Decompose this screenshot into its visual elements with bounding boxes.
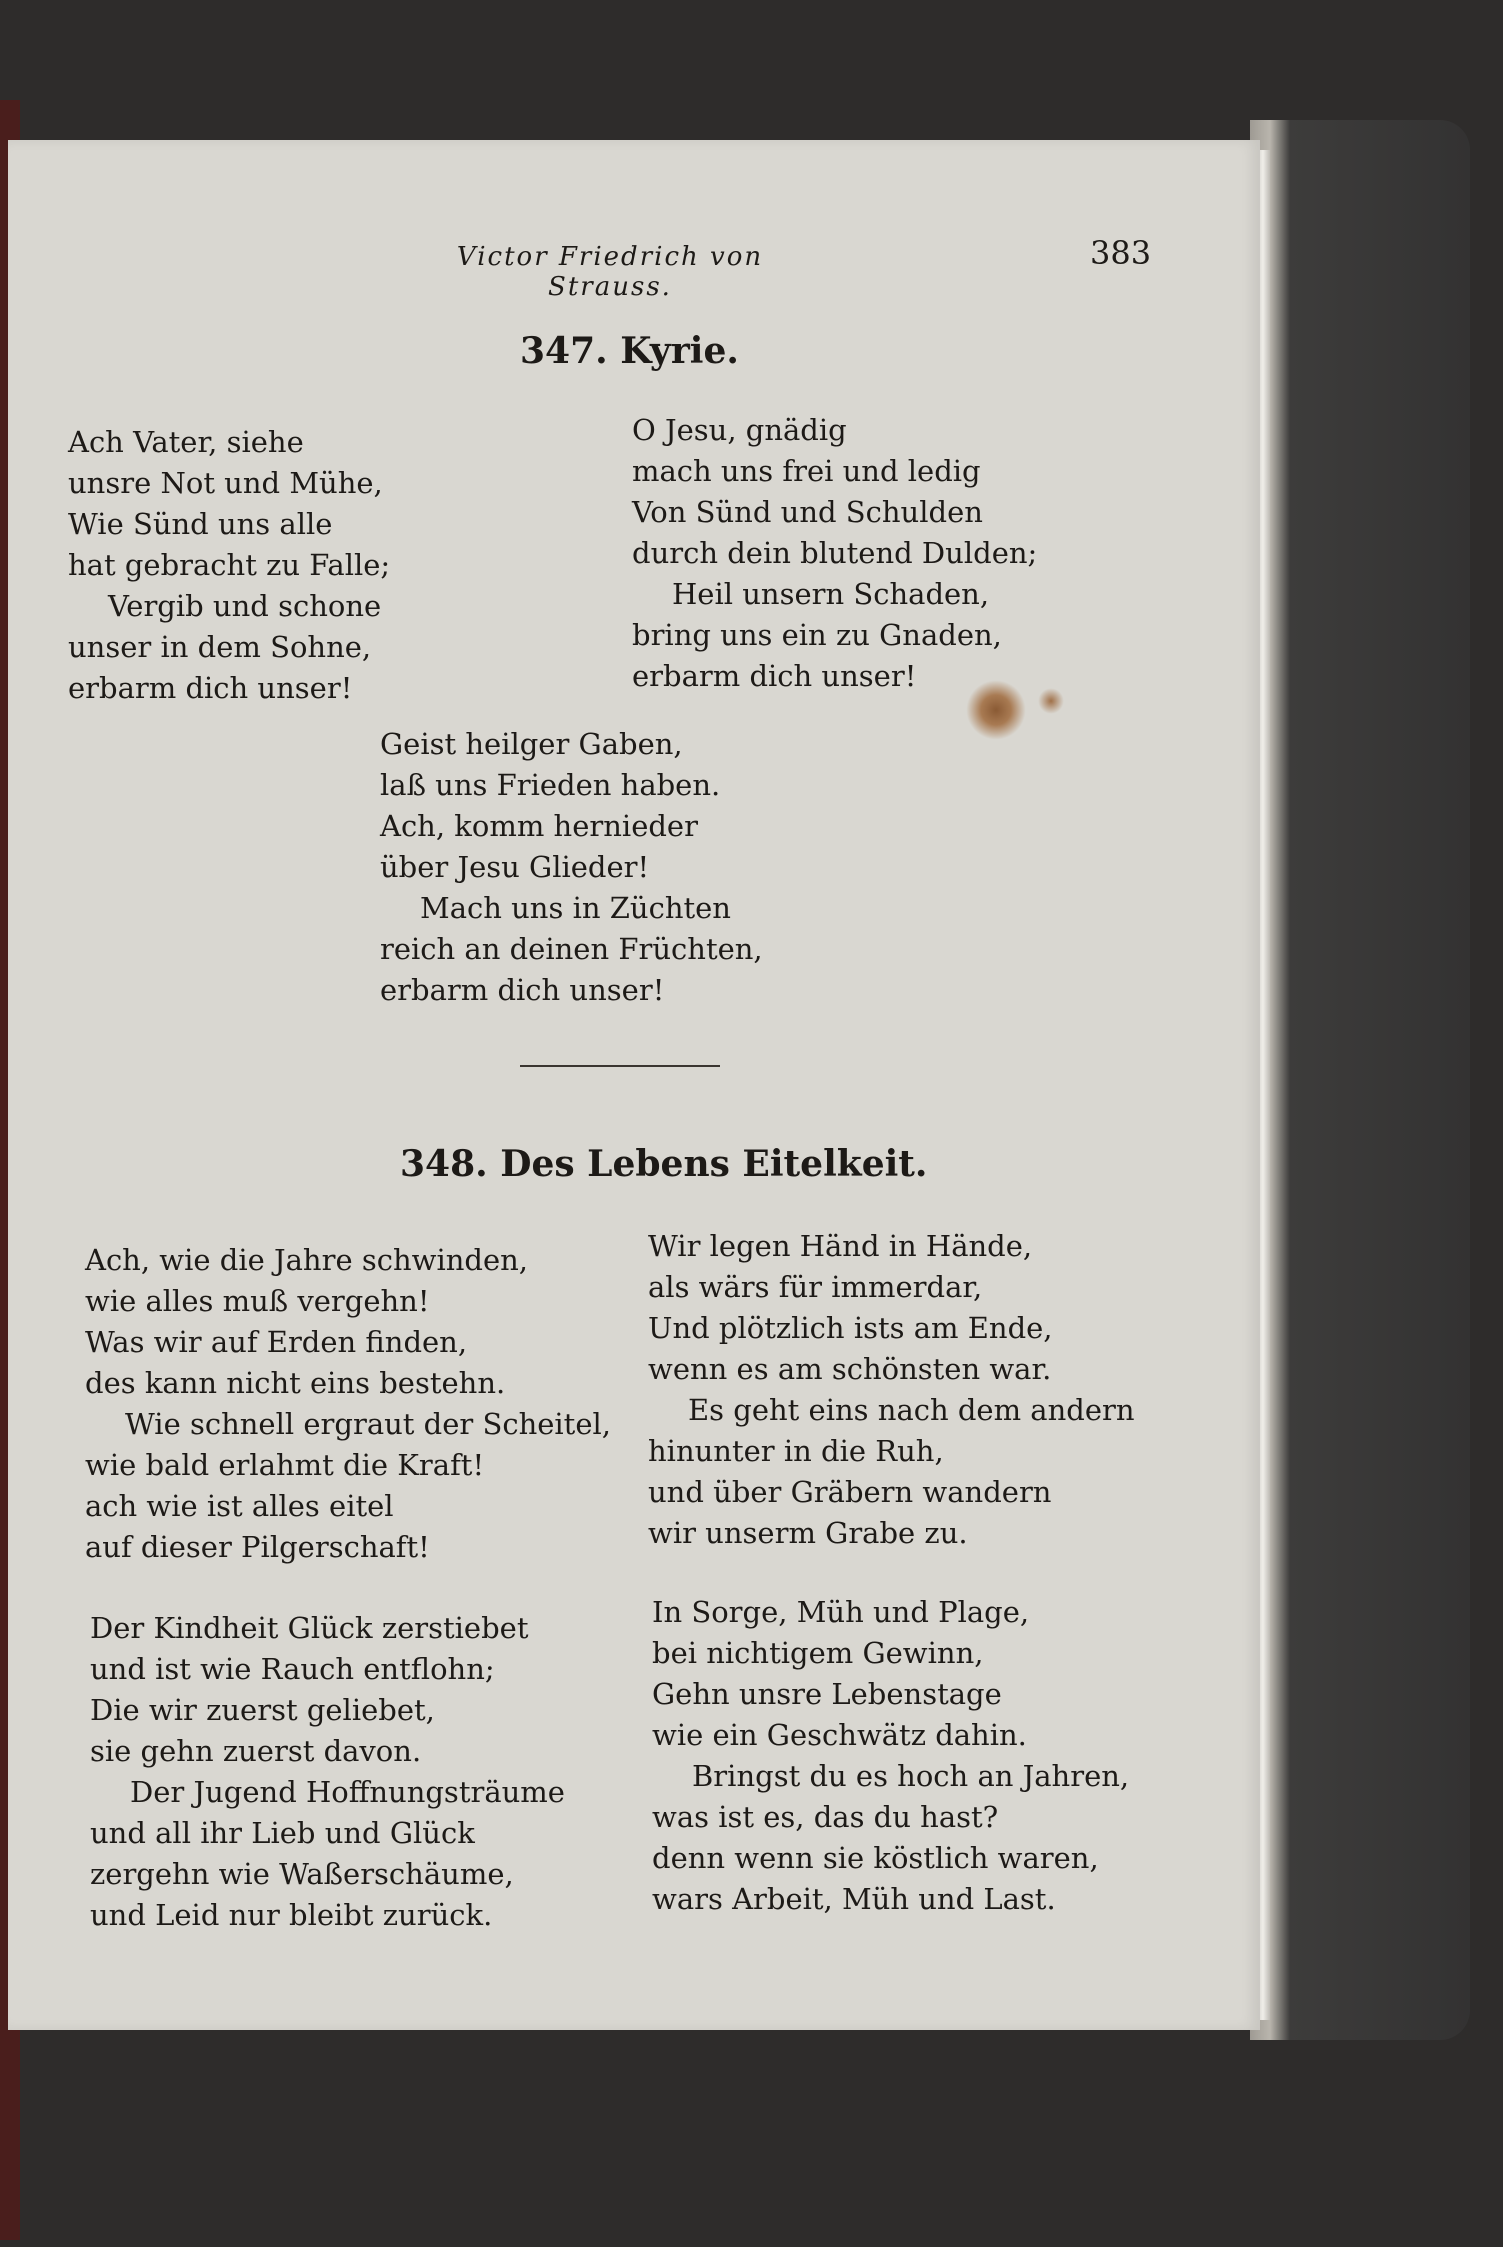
verse-line: hat gebracht zu Falle; — [68, 548, 391, 582]
verse-line: wars Arbeit, Müh und Last. — [652, 1882, 1056, 1916]
verse-line: Ach, komm hernieder — [380, 809, 698, 843]
verse-line: Gehn unsre Lebenstage — [652, 1677, 1002, 1711]
hymn-348-heading — [400, 1143, 927, 1185]
verse-line: Wie Sünd uns alle — [68, 507, 333, 541]
verse-line: O Jesu, gnädig — [632, 413, 847, 447]
verse-line: erbarm dich unser! — [380, 973, 665, 1007]
verse-line: wie ein Geschwätz dahin. — [652, 1718, 1027, 1752]
verse-line: Die wir zuerst geliebet, — [90, 1693, 435, 1727]
verse-line: Ach Vater, siehe — [68, 425, 304, 459]
section-divider — [520, 1065, 720, 1067]
page-number: 383 — [1090, 234, 1152, 272]
hymn-number: 348. — [400, 1143, 488, 1185]
stanza-348-1 — [85, 1240, 611, 1568]
running-head: Victor Friedrich von Strauss. — [456, 242, 764, 302]
hymn-title: Des Lebens Eitelkeit. — [500, 1143, 928, 1185]
verse-line: als wärs für immerdar, — [648, 1270, 983, 1304]
verse-line: unser in dem Sohne, — [68, 630, 372, 664]
verse-line: sie gehn zuerst davon. — [90, 1734, 422, 1768]
verse-line: was ist es, das du hast? — [652, 1800, 999, 1834]
verse-line: bei nichtigem Gewinn, — [652, 1636, 984, 1670]
verse-line: In Sorge, Müh und Plage, — [652, 1595, 1030, 1629]
verse-line: reich an deinen Früchten, — [380, 932, 763, 966]
stanza-348-2 — [648, 1226, 1135, 1554]
verse-line: über Jesu Glieder! — [380, 850, 650, 884]
verse-line: laß uns Frieden haben. — [380, 768, 721, 802]
verse-line: erbarm dich unser! — [632, 659, 917, 693]
verse-line: wenn es am schönsten war. — [648, 1352, 1052, 1386]
verse-line: Geist heilger Gaben, — [380, 727, 683, 761]
verse-line: Wie schnell ergraut der Scheitel, — [125, 1407, 611, 1441]
verse-line: Ach, wie die Jahre schwinden, — [85, 1243, 529, 1277]
verse-line: Es geht eins nach dem andern — [688, 1393, 1135, 1427]
stanza-348-3 — [90, 1608, 565, 1936]
verse-line: Wir legen Händ in Hände, — [648, 1229, 1033, 1263]
verse-line: zergehn wie Waßerschäume, — [90, 1857, 514, 1891]
verse-line: Mach uns in Züchten — [420, 891, 731, 925]
verse-line: wir unserm Grabe zu. — [648, 1516, 968, 1550]
stanza-348-4 — [652, 1592, 1129, 1920]
verse-line: auf dieser Pilgerschaft! — [85, 1530, 430, 1564]
verse-line: Der Kindheit Glück zerstiebet — [90, 1611, 529, 1645]
verse-line: durch dein blutend Dulden; — [632, 536, 1038, 570]
verse-line: und ist wie Rauch entflohn; — [90, 1652, 495, 1686]
verse-line: Vergib und schone — [108, 589, 382, 623]
book-spine — [1250, 120, 1470, 2040]
verse-line: erbarm dich unser! — [68, 671, 353, 705]
verse-line: Und plötzlich ists am Ende, — [648, 1311, 1053, 1345]
hymn-title: Kyrie. — [620, 330, 739, 372]
verse-line: Was wir auf Erden finden, — [85, 1325, 468, 1359]
verse-line: Der Jugend Hoffnungsträume — [130, 1775, 565, 1809]
verse-line: Bringst du es hoch an Jahren, — [692, 1759, 1130, 1793]
verse-line: Heil unsern Schaden, — [672, 577, 990, 611]
stanza-347-2 — [632, 410, 1037, 697]
verse-line: wie bald erlahmt die Kraft! — [85, 1448, 485, 1482]
hymn-number: 347. — [520, 330, 608, 372]
verse-line: und über Gräbern wandern — [648, 1475, 1052, 1509]
verse-line: wie alles muß vergehn! — [85, 1284, 430, 1318]
verse-line: des kann nicht eins bestehn. — [85, 1366, 506, 1400]
verse-line: unsre Not und Mühe, — [68, 466, 383, 500]
verse-line: und Leid nur bleibt zurück. — [90, 1898, 493, 1932]
verse-line: denn wenn sie köstlich waren, — [652, 1841, 1099, 1875]
verse-line: und all ihr Lieb und Glück — [90, 1816, 475, 1850]
verse-line: mach uns frei und ledig — [632, 454, 981, 488]
stanza-347-3 — [380, 724, 763, 1011]
stanza-347-1 — [68, 422, 390, 709]
verse-line: Von Sünd und Schulden — [632, 495, 983, 529]
verse-line: ach wie ist alles eitel — [85, 1489, 394, 1523]
hymn-347-heading — [520, 330, 739, 372]
verse-line: hinunter in die Ruh, — [648, 1434, 944, 1468]
stain-mark-small — [1038, 688, 1064, 714]
verse-line: bring uns ein zu Gnaden, — [632, 618, 1002, 652]
